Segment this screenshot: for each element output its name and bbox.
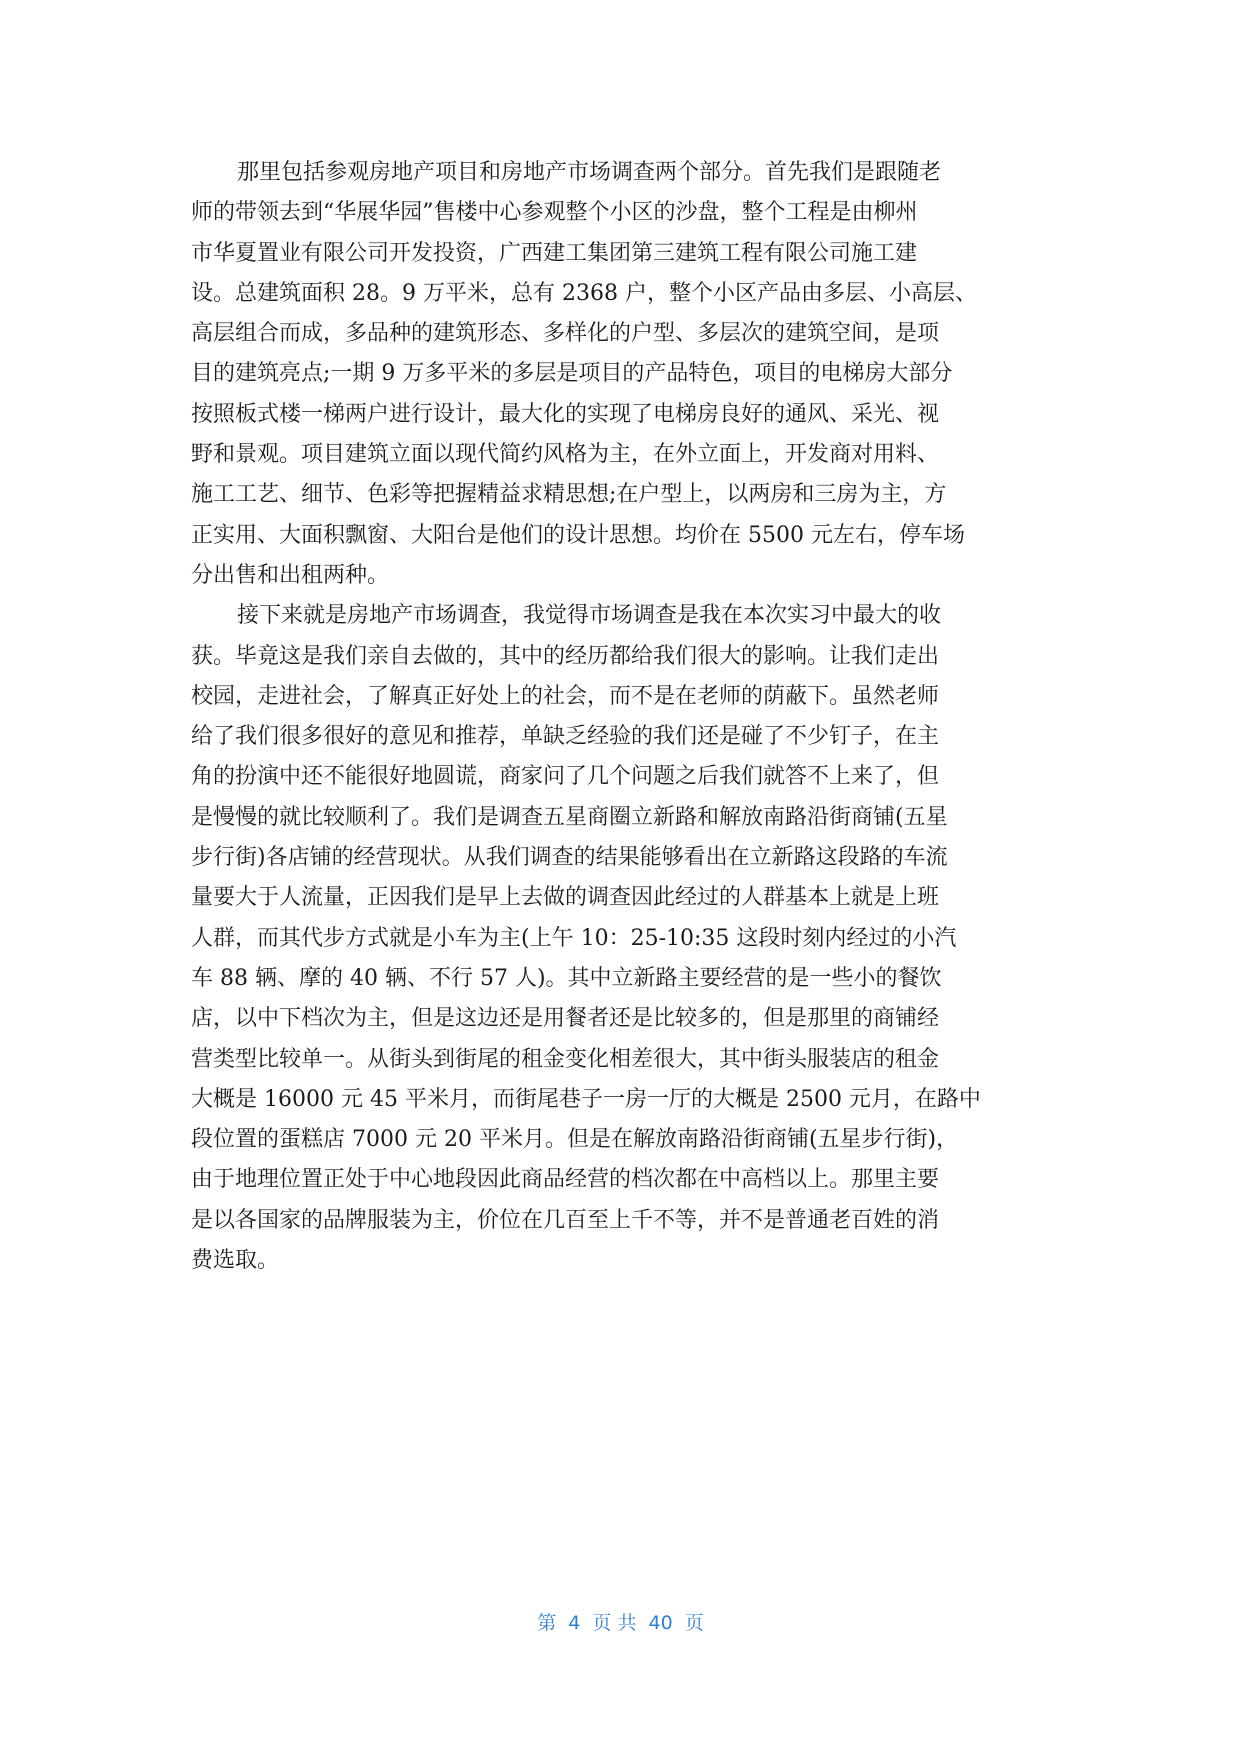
text-line: 步行街)各店铺的经营现状。从我们调查的结果能够看出在立新路这段路的车流 xyxy=(191,845,948,871)
text-line: 角的扮演中还不能很好地圆谎，商家问了几个问题之后我们就答不上来了，但 xyxy=(191,764,940,790)
text-line: 按照板式楼一梯两户进行设计，最大化的实现了电梯房良好的通风、采光、视 xyxy=(191,401,940,427)
text-line: 正实用、大面积飘窗、大阳台是他们的设计思想。均价在 5500 元左右，停车场 xyxy=(191,522,965,548)
text-line: 目的建筑亮点;一期 9 万多平米的多层是项目的产品特色，项目的电梯房大部分 xyxy=(191,361,953,387)
text-line: 段位置的蛋糕店 7000 元 20 平米月。但是在解放南路沿街商铺(五星步行街)， xyxy=(191,1127,959,1153)
text-line: 野和景观。项目建筑立面以现代简约风格为主，在外立面上，开发商对用料、 xyxy=(191,442,940,468)
text-line: 那里包括参观房地产项目和房地产市场调查两个部分。首先我们是跟随老 xyxy=(237,160,942,185)
text-line: 费选取。 xyxy=(191,1248,280,1274)
text-line: 由于地理位置正处于中心地段因此商品经营的档次都在中高档以上。那里主要 xyxy=(191,1167,940,1193)
text-line: 分出售和出租两种。 xyxy=(191,562,390,588)
text-line: 人群，而其代步方式就是小车为主(上午 10：25-10:35 这段时刻内经过的小汽 xyxy=(191,925,957,951)
text-line: 高层组合而成，多品种的建筑形态、多样化的户型、多层次的建筑空间，是项 xyxy=(191,321,940,347)
text-line: 接下来就是房地产市场调查，我觉得市场调查是我在本次实习中最大的收 xyxy=(237,603,942,629)
text-line: 施工工艺、细节、色彩等把握精益求精思想;在户型上，以两房和三房为主，方 xyxy=(191,482,947,508)
text-line: 量要大于人流量，正因我们是早上去做的调查因此经过的人群基本上就是上班 xyxy=(191,885,940,911)
text-line: 大概是 16000 元 45 平米月，而街尾巷子一房一厅的大概是 2500 元月，在路中 xyxy=(191,1086,981,1112)
text-line: 获。毕竟这是我们亲自去做的，其中的经历都给我们很大的影响。让我们走出 xyxy=(191,643,940,669)
text-line: 市华夏置业有限公司开发投资，广西建工集团第三建筑工程有限公司施工建 xyxy=(191,240,918,266)
text-line: 给了我们很多很好的意见和推荐，单缺乏经验的我们还是碰了不少钉子，在主 xyxy=(191,724,940,750)
paragraph xyxy=(191,153,1051,596)
text-line: 车 88 辆、摩的 40 辆、不行 57 人)。其中立新路主要经营的是一些小的餐饮 xyxy=(191,965,942,991)
body-text xyxy=(191,153,1051,1281)
text-line: 是以各国家的品牌服装为主，价位在几百至上千不等，并不是普通老百姓的消 xyxy=(191,1207,940,1233)
text-line: 是慢慢的就比较顺利了。我们是调查五星商圈立新路和解放南路沿街商铺(五星 xyxy=(191,804,948,830)
text-line: 师的带领去到“华展华园”售楼中心参观整个小区的沙盘，整个工程是由柳州 xyxy=(191,200,918,226)
page-number-footer: 第 4 页 共 40 页 xyxy=(537,1612,704,1634)
text-line: 店，以中下档次为主，但是这边还是用餐者还是比较多的，但是那里的商铺经 xyxy=(191,1006,940,1032)
text-line: 校园，走进社会，了解真正好处上的社会，而不是在老师的荫蔽下。虽然老师 xyxy=(191,683,940,709)
text-line: 营类型比较单一。从街头到街尾的租金变化相差很大，其中街头服装店的租金 xyxy=(191,1046,940,1072)
paragraph xyxy=(191,596,1051,1281)
text-line: 设。总建筑面积 28。9 万平米，总有 2368 户，整个小区产品由多层、小高层、 xyxy=(191,280,977,306)
